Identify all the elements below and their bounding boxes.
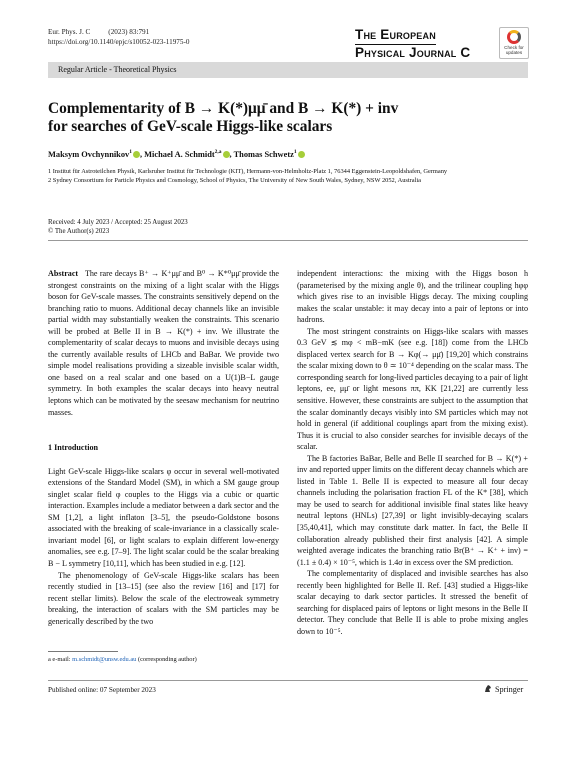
journal-logo-line2: Physical Journal C [355,45,471,60]
body-paragraph: The most stringent constraints on Higgs-like scalars with masses 0.3 GeV ≲ mφ < mB−mK (see e.g. [18]) come from the LHCb displaced vertex search for B → Kφ(→ μμ̄) [19,20] which constrains the scalar mixing down to θ ≃ 10⁻⁴ depending on the scalar mass. The corresponding search for long-lived particles decaying to a pair of light leptons, ee, μμ̄ or light mesons ππ, KK [21,22] are currently less sensitive. However, these constraints are subject to the assumption that the scalar dominantly decays visibly into SM particles which may not hold in general (if additional couplings apart from the mixing exist). Thus it is crucial to also consider searches for invisible decays of the scalar. [297,326,528,452]
author-affil-mark: 1 [129,149,132,155]
received-accepted-dates: Received: 4 July 2023 / Accepted: 25 August 2023 [48,219,188,226]
divider [48,240,528,241]
orcid-icon[interactable] [133,151,140,158]
orcid-icon[interactable] [298,151,305,158]
author-list: Maksym Ovchynnikov$^1$ , Michael A. Schmidt$^{2,a}$ , Thomas Schwetz$^1$ [48,149,305,159]
author-name: Thomas Schwetz [233,149,294,159]
paper-title [48,100,508,136]
section-heading: 1 Introduction [48,443,98,453]
check-for-updates-badge[interactable] [499,27,529,59]
email-link[interactable]: m.schmidt@unsw.edu.au [72,656,137,663]
left-column [48,268,279,627]
journal-citation: Eur. Phys. J. C (2023) 83:791 [48,28,150,36]
orcid-icon[interactable] [223,151,230,158]
author-name: Michael A. Schmidt [144,149,215,159]
body-paragraph: The B factories BaBar, Belle and Belle II searched for B → K(*) + inv and reported upper limits on the different decay channels which are listed in Table 1. Belle II is expected to measure all four decay channels including the polarisation fraction FL of the K* [38], which may be used to search for additional invisible final states like heavy neutral leptons (HNLs) [27,39] or light invisibly-decaying scalars [35,40,41], which may constitute dark matter. In fact, the Belle II collaboration already published their first analysis [42]. A simple weighted average indicates the branching ratio Br(B⁺ → K⁺ + inv) = (1.1 ± 0.4) × 10⁻⁵, which is 1.4σ in excess over the SM prediction. [297,453,528,567]
affiliation-item: 2 Sydney Consortium for Particle Physics and Cosmology, School of Physics, The University of New South Wales, Sydney, NSW 2052, Australia [48,177,422,184]
abstract-paragraph [48,268,279,418]
footnote-divider [48,651,118,652]
author-name: Maksym Ovchynnikov [48,149,130,159]
journal-logo-line1: The European [355,27,436,45]
footnote-prefix: a e-mail: [48,656,73,663]
footer-divider [48,680,528,681]
article-type-bar [48,62,528,78]
article-dates [48,218,188,236]
article-type: Regular Article - Theoretical Physics [58,65,177,74]
footnote [48,656,197,663]
abstract-label: Abstract [48,269,79,278]
affiliations [48,167,528,185]
abstract-text: The rare decays B⁺ → K⁺μμ̄ and B⁰ → K*⁰μμ̄ provide the strongest constraints on the mixing of a light scalar with the Higgs boson for GeV-scale masses. The constraints sensitively depend on the branching ratio to muons. Additional decay channels like an invisible partial width may substantially weaken the constraints. This scenario will be probed at Belle II in B → K(*) + inv. We illustrate the complementarity of scalar decays to muons and invisible decays using the currently available results of LHCb and BaBar. We provide two simple model realisations providing a sizeable invisible scalar width, one based on a real scalar and one based on a U(1)B−L gauge symmetry. In both examples the scalar decays into heavy neutral leptons which can be motivated by the seesaw mechanism for neutrino masses. [48,269,279,417]
doi-link[interactable]: https://doi.org/10.1140/epjc/s10052-023-11975-0 [48,38,190,46]
affiliation-item: 1 Institut für Astroteilchen Physik, Karlsruher Institut für Technologie (KIT), Hermann-von-Helmholtz-Platz 1, 76344 Eggenstein-Leopoldshafen, Germany [48,168,448,175]
check-updates-icon [507,30,521,44]
body-paragraph: The complementarity of displaced and invisible searches has also recently been highlighted for Belle II. Ref. [43] studied a Higgs-like scalar decaying to dark sector particles. It stressed the benefit of searching for displaced pairs of leptons or light mesons in the Belle II detector. They conclude that Belle II is able to probe mixing angles down to 10⁻⁵. [297,569,528,636]
publisher-mark [484,684,523,694]
check-updates-label: Check for updates [504,45,524,55]
author-affil-mark: 1 [293,149,297,155]
title-line-1: Complementarity of B → K(*)μμ̄ and B → K(*) + inv [48,100,399,117]
published-date: Published online: 07 September 2023 [48,686,156,694]
publisher-name: Springer [495,685,524,694]
footnote-suffix: (corresponding author) [136,656,197,663]
journal-reference [48,27,189,47]
right-column [297,268,528,638]
copyright-notice: © The Author(s) 2023 [48,228,110,235]
springer-horse-icon [484,684,492,693]
title-line-2: for searches of GeV-scale Higgs-like scalars [48,118,333,135]
journal-logo [355,27,488,61]
author-affil-mark: 2,a [214,149,222,155]
body-paragraph: Light GeV-scale Higgs-like scalars φ occur in several well-motivated extensions of the Standard Model (SM), in which a SM gauge group singlet scalar field φ couples to the Higgs via a cubic or quartic interaction. Examples include a mediator between a dark sector and the SM [1,2], a light inflaton [3–5], the pseudo-Goldstone bosons associated with the breaking of scale-invariance in a classically scale-invariant model [6], or light scalars to explain different low-energy anomalies, see e.g. [7–9]. The light scalar could be the scalar breaking B − L symmetry [10,11], which has been studied in e.g. [12]. [48,466,279,569]
body-paragraph: The phenomenology of GeV-scale Higgs-like scalars has been recently studied in [13–15] (see also the review [16] and [17] for recent stellar limits). Below the scale of the electroweak symmetry breaking, the interaction of scalars with the SM particles may be generically described by the two [48,570,279,626]
body-paragraph: independent interactions: the mixing with the Higgs boson h (parameterised by the mixing angle θ), and the trilinear coupling hφφ which gives rise to an invisible Higgs decay. The mixing coupling makes the scalar unstable: it may decay into a pair of leptons or into hadrons. [297,269,528,325]
